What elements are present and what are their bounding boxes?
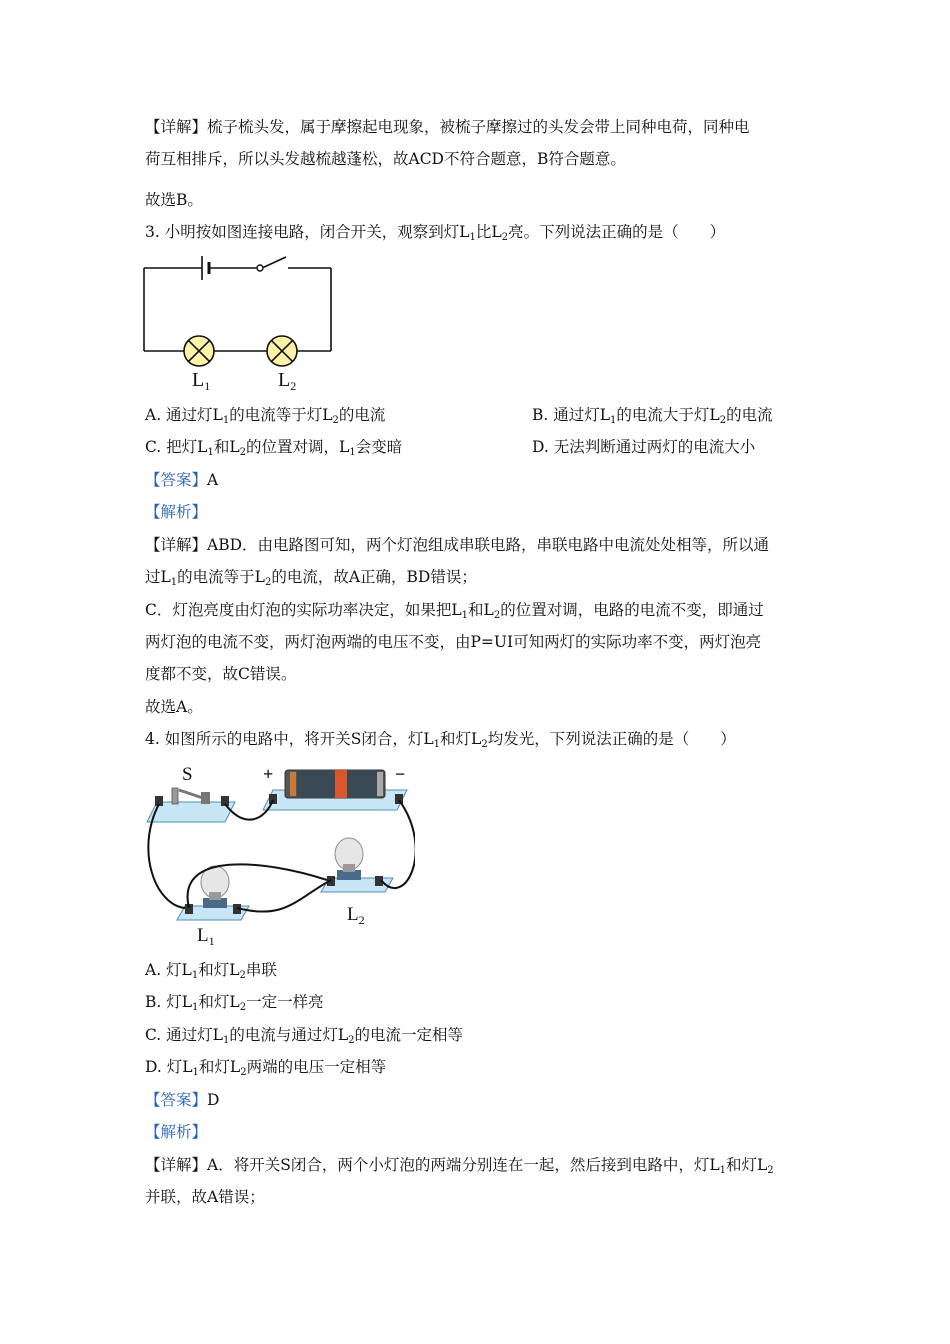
- q3-conclusion: 故选A。: [145, 698, 203, 716]
- label-plus: +: [263, 764, 274, 784]
- switch-s-icon: [147, 788, 235, 822]
- q3-option-a: A. 通过灯$L_1$的电流等于灯$L_2$的电流: [145, 406, 386, 426]
- q4-option-c: C. 通过灯$L_1$的电流与通过灯$L_2$的电流一定相等: [145, 1026, 464, 1046]
- lamp-l1-icon: [184, 336, 214, 366]
- lamp-l2-icon: [267, 336, 297, 366]
- label-l1: $L_1$: [192, 369, 211, 393]
- label-minus: −: [395, 764, 406, 784]
- q4-analysis-tag: 【解析】: [145, 1123, 208, 1141]
- q3-circuit-diagram: [140, 255, 340, 395]
- q4-option-a: A. 灯$L_1$和灯$L_2$串联: [145, 961, 277, 981]
- q3-answer: 【答案】A: [145, 471, 219, 489]
- q4-option-d: D. 灯$L_1$和灯$L_2$两端的电压一定相等: [145, 1058, 387, 1078]
- q3-detail-line-5: 度都不变，故C错误。: [145, 665, 297, 683]
- battery-icon: [263, 770, 407, 810]
- label-s: S: [182, 764, 193, 785]
- q3-option-d: D. 无法判断通过两灯的电流大小: [532, 438, 756, 456]
- q3-option-c: C. 把灯$L_1$和$L_2$的位置对调，$L_1$会变暗: [145, 438, 403, 458]
- q3-stem: 3. 小明按如图连接电路，闭合开关，观察到灯$L_1$比$L_2$亮。下列说法正确的是（ ）: [145, 223, 726, 243]
- label-l2: $L_2$: [278, 369, 297, 393]
- q2-detail-line-1: 【详解】梳子梳头发，属于摩擦起电现象，被梳子摩擦过的头发会带上同种电荷，同种电: [145, 118, 750, 136]
- q3-detail-line-1: 【详解】ABD．由电路图可知，两个灯泡组成串联电路，串联电路中电流处处相等，所以通: [145, 536, 770, 554]
- q4-detail-line-2: 并联，故A错误；: [145, 1188, 265, 1206]
- q4-stem: 4. 如图所示的电路中，将开关S闭合，灯$L_1$和灯$L_2$均发光，下列说法正确的是（ ）: [145, 730, 736, 750]
- label-l2: $L_2$: [347, 904, 365, 927]
- q4-circuit-illustration: [145, 760, 415, 950]
- q3-detail-line-4: 两灯泡的电流不变，两灯泡两端的电压不变，由P=UI可知两灯的实际功率不变，两灯泡亮: [145, 633, 762, 651]
- switch-pivot: [257, 265, 263, 271]
- q3-detail-line-2: 过$L_1$的电流等于$L_2$的电流，故A正确，BD错误；: [145, 568, 477, 588]
- q4-detail-line-1: 【详解】A．将开关S闭合，两个小灯泡的两端分别连在一起，然后接到电路中，灯$L_1$和灯$L_2$: [145, 1156, 774, 1176]
- q3-analysis-tag: 【解析】: [145, 503, 208, 521]
- q4-option-b: B. 灯$L_1$和灯$L_2$一定一样亮: [145, 993, 324, 1013]
- label-l1: $L_1$: [197, 925, 215, 948]
- q3-option-b: B. 通过灯$L_1$的电流大于灯$L_2$的电流: [532, 406, 773, 426]
- q2-conclusion: 故选B。: [145, 191, 203, 209]
- q2-detail-line-2: 荷互相排斥，所以头发越梳越蓬松，故ACD不符合题意，B符合题意。: [145, 150, 626, 168]
- q4-answer: 【答案】D: [145, 1091, 220, 1109]
- lamp-l2-icon: [321, 838, 393, 892]
- q3-detail-line-3: C．灯泡亮度由灯泡的实际功率决定，如果把$L_1$和$L_2$的位置对调，电路的电流不变，即通过: [145, 601, 764, 621]
